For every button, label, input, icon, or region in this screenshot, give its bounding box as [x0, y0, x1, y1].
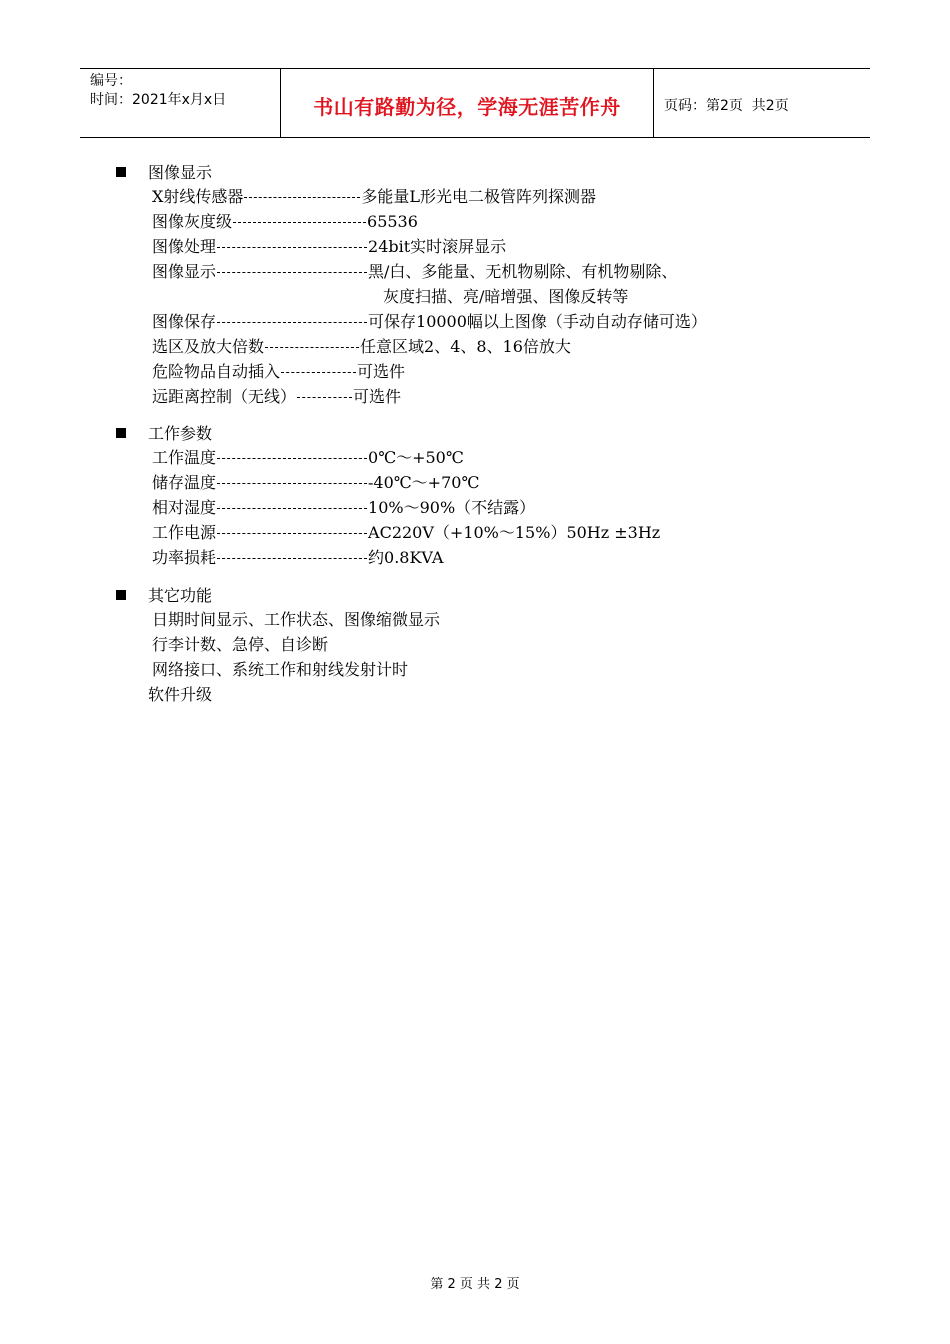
- spec-label: 远距离控制（无线）: [152, 387, 297, 406]
- spec-value: AC220V（+10%～15%）50Hz ±3Hz: [368, 523, 661, 542]
- spec-value-continued: 灰度扫描、亮/暗增强、图像反转等: [383, 287, 629, 306]
- spec-label: 图像保存: [152, 312, 217, 331]
- dashed-leader: [216, 545, 368, 570]
- section-heading: [116, 420, 660, 445]
- spec-row: [116, 309, 707, 334]
- section-image-display: [116, 159, 707, 409]
- spec-label: 功率损耗: [152, 548, 217, 567]
- spec-row: [116, 234, 707, 259]
- spec-value: 黑/白、多能量、无机物剔除、有机物剔除、: [368, 262, 678, 281]
- dashed-leader: [216, 470, 368, 495]
- spec-value: 可选件: [357, 362, 406, 381]
- page-header: [80, 68, 870, 138]
- dashed-leader: [280, 359, 357, 384]
- spec-label: 图像显示: [152, 262, 217, 281]
- dashed-leader: [216, 259, 368, 284]
- dashed-leader: [216, 445, 368, 470]
- section-work-params: [116, 420, 660, 570]
- spec-row: [116, 545, 660, 570]
- section-title: 图像显示: [148, 163, 213, 182]
- header-left-cell: [80, 69, 281, 137]
- spec-label: 危险物品自动插入: [152, 362, 281, 381]
- spec-value: 0℃～+50℃: [368, 448, 464, 467]
- header-middle-cell: [281, 69, 654, 137]
- motto-text: 书山有路勤为径，学海无涯苦作舟: [313, 94, 621, 119]
- spec-label: 工作电源: [152, 523, 217, 542]
- time-label: 时间：2021年x月x日: [90, 92, 227, 108]
- section-title: 其它功能: [148, 586, 213, 605]
- section-heading: [116, 582, 440, 607]
- spec-row: [116, 259, 707, 284]
- square-bullet-icon: [116, 167, 126, 177]
- spec-row: [116, 470, 660, 495]
- dashed-leader: [296, 384, 353, 409]
- spec-value: 任意区域2、4、8、16倍放大: [360, 337, 571, 356]
- dashed-leader: [216, 234, 368, 259]
- spec-value: 24bit实时滚屏显示: [368, 237, 507, 256]
- section-title: 工作参数: [148, 424, 213, 443]
- page-info: 页码：第2页 共2页: [664, 97, 789, 114]
- square-bullet-icon: [116, 428, 126, 438]
- page-footer: 第 2 页 共 2 页: [430, 1277, 520, 1292]
- square-bullet-icon: [116, 590, 126, 600]
- spec-row: [116, 209, 707, 234]
- dashed-leader: [216, 309, 368, 334]
- spec-label: 图像处理: [152, 237, 217, 256]
- dashed-leader: [243, 184, 361, 209]
- spec-label: X射线传感器: [152, 187, 244, 206]
- section-heading: [116, 159, 707, 184]
- spec-row: [116, 495, 660, 520]
- spec-value: 65536: [367, 212, 418, 231]
- spec-value: 多能量L形光电二极管阵列探测器: [361, 187, 597, 206]
- spec-value: 可保存10000幅以上图像（手动自动存储可选）: [368, 312, 707, 331]
- spec-label: 相对湿度: [152, 498, 217, 517]
- spec-row: [116, 359, 707, 384]
- dashed-leader: [232, 209, 367, 234]
- spec-value: 约0.8KVA: [368, 548, 444, 567]
- dashed-leader: [216, 495, 368, 520]
- spec-row: [116, 334, 707, 359]
- spec-label: 图像灰度级: [152, 212, 233, 231]
- spec-row: [116, 184, 707, 209]
- spec-value: 可选件: [353, 387, 402, 406]
- spec-row: [116, 384, 707, 409]
- number-label: 编号：: [90, 73, 132, 89]
- function-item: 日期时间显示、工作状态、图像缩微显示: [152, 610, 441, 629]
- section-other-functions: [116, 582, 440, 707]
- dashed-leader: [216, 520, 368, 545]
- dashed-leader: [264, 334, 360, 359]
- function-item: 软件升级: [148, 685, 213, 704]
- function-item: 网络接口、系统工作和射线发射计时: [152, 660, 409, 679]
- spec-label: 工作温度: [152, 448, 217, 467]
- function-item: 行李计数、急停、自诊断: [152, 635, 329, 654]
- header-right-cell: [654, 69, 870, 137]
- spec-label: 储存温度: [152, 473, 217, 492]
- spec-value: 10%～90%（不结露）: [368, 498, 536, 517]
- spec-label: 选区及放大倍数: [152, 337, 265, 356]
- spec-value: -40℃～+70℃: [368, 473, 480, 492]
- spec-row: [116, 520, 660, 545]
- spec-row: [116, 445, 660, 470]
